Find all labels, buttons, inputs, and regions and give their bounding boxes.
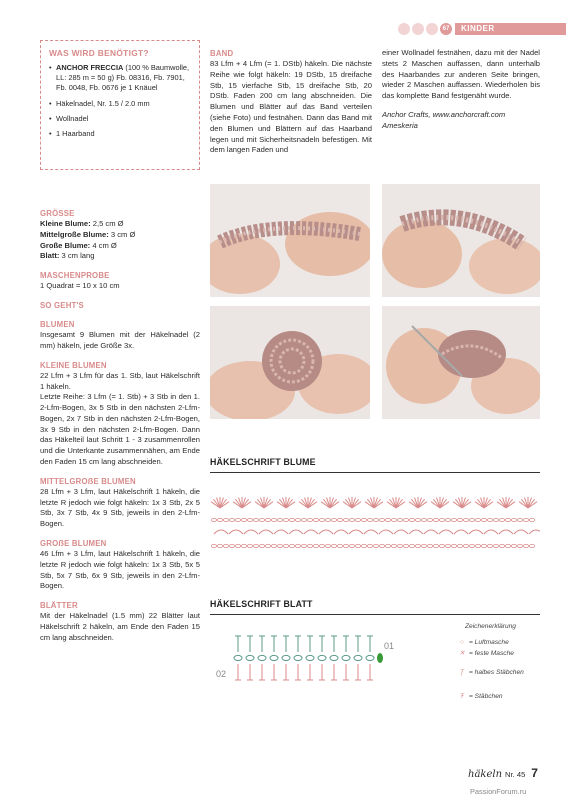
chain-stitch xyxy=(301,544,306,547)
materials-list xyxy=(49,63,191,139)
chain-stitch xyxy=(343,544,348,547)
arch-stitch xyxy=(349,530,363,534)
chain-stitch xyxy=(289,518,294,521)
chain-stitch xyxy=(265,544,270,547)
leaves-text: Mit der Häkelnadel (1.5 mm) 22 Blätter laut Häkelschrift 2 häkeln, am Ende den Faden 15 cm lang abschneiden. xyxy=(40,611,200,642)
chain-stitch xyxy=(487,518,492,521)
flowers-heading: BLUMEN xyxy=(40,320,75,330)
band-continued-text: einer Wollnadel festnähen, dazu mit der Nadel stets 2 Maschen auffassen, dann unterhalb des Haarbandes zur anderen Seite bringen, wieder 2 Maschen auffassen. Wiederholen bis das komplette Band festgenäht wurde. xyxy=(382,48,540,101)
large-flowers-text: 46 Lfm + 3 Lfm, laut Häkelschrift 1 häkeln, die letzte R jedoch wie folgt häkeln: 1x 3 Stb, 5x 5 Stb, 5x 7 Stb, 6x 9 Stb, jeweils in den 2-Lfm-Bogen. xyxy=(40,549,200,591)
chain-stitch xyxy=(217,544,222,547)
chain-stitch xyxy=(517,544,522,547)
size-row xyxy=(40,241,200,252)
chain-stitch xyxy=(409,518,414,521)
legend-item xyxy=(455,668,524,677)
arch-stitch xyxy=(229,530,243,534)
flower-chart-svg xyxy=(210,486,540,566)
legend-title: Zeichenerklärung xyxy=(465,623,516,630)
chain-stitch xyxy=(349,544,354,547)
chart-blume-title: HÄKELSCHRIFT BLUME xyxy=(210,456,540,473)
chain-stitch xyxy=(391,518,396,521)
chain-stitch xyxy=(259,518,264,521)
chain-stitch xyxy=(337,544,342,547)
medium-flowers-text: 28 Lfm + 3 Lfm, laut Häkelschrift 1 häkeln, die letzte R jedoch wie folgt häkeln: 1x 3 Stb, 2x 5 Stb, 3x 7 Stb, 4x 9 Stb, jeweils in den 2-Lfm-Bogen. xyxy=(40,486,200,529)
chain-stitch xyxy=(463,544,468,547)
arch-stitch xyxy=(274,530,288,534)
chain-stitch xyxy=(294,655,302,660)
leaf-chart-diagram xyxy=(212,628,412,688)
chain-stitch xyxy=(475,544,480,547)
chain-stitch xyxy=(463,518,468,521)
arch-stitch xyxy=(394,530,408,534)
chain-stitch xyxy=(439,544,444,547)
leaves-heading: BLÄTTER xyxy=(40,601,78,611)
medium-flowers-heading: MITTELGROẞE BLUMEN xyxy=(40,476,136,486)
chain-stitch xyxy=(234,655,242,660)
materials-item: • Wollnadel xyxy=(49,114,191,124)
chain-stitch xyxy=(469,544,474,547)
magazine-logo: häkeln xyxy=(468,769,503,780)
chain-stitch xyxy=(529,518,534,521)
chain-stitch xyxy=(313,518,318,521)
chain-stitch xyxy=(433,544,438,547)
chain-stitch xyxy=(331,518,336,521)
chain-stitch xyxy=(469,518,474,521)
chain-stitch xyxy=(385,544,390,547)
arch-stitch xyxy=(529,530,540,534)
size-label: Blatt: xyxy=(40,251,60,261)
chain-stitch xyxy=(282,655,290,660)
chain-stitch xyxy=(223,518,228,521)
chart-blume-section xyxy=(210,456,540,473)
chain-stitch xyxy=(523,544,528,547)
size-heading: GRÖSSE xyxy=(40,209,75,218)
size-row xyxy=(40,230,200,241)
chain-stitch xyxy=(367,518,372,521)
chain-stitch xyxy=(499,518,504,521)
chain-stitch xyxy=(342,655,350,660)
chain-stitch xyxy=(445,544,450,547)
watermark: PassionForum.ru xyxy=(470,787,527,796)
chain-stitch xyxy=(330,655,338,660)
chain-stitch xyxy=(366,655,374,660)
chain-stitch xyxy=(511,544,516,547)
materials-item: • Häkelnadel, Nr. 1.5 / 2.0 mm xyxy=(49,99,191,109)
chain-stitch xyxy=(211,518,216,521)
chain-stitch xyxy=(481,544,486,547)
section-label: KINDER xyxy=(455,23,566,35)
size-value: 2,5 cm Ø xyxy=(90,219,124,229)
chain-stitch xyxy=(403,544,408,547)
chain-stitch xyxy=(445,518,450,521)
chain-stitch xyxy=(421,518,426,521)
chain-stitch xyxy=(241,544,246,547)
arch-stitch xyxy=(304,530,318,534)
chain-stitch xyxy=(475,518,480,521)
chain-stitch xyxy=(373,544,378,547)
chain-stitch xyxy=(427,518,432,521)
chain-stitch xyxy=(258,655,266,660)
chain-stitch xyxy=(427,544,432,547)
chain-stitch xyxy=(355,544,360,547)
chain-stitch xyxy=(354,655,362,660)
arch-stitch xyxy=(379,530,393,534)
chain-stitch xyxy=(301,518,306,521)
size-value: 4 cm Ø xyxy=(90,240,117,250)
legend-item xyxy=(455,649,514,658)
small-flowers-heading: KLEINE BLUMEN xyxy=(40,360,107,370)
chain-stitch xyxy=(523,518,528,521)
small-flowers-text: 22 Lfm + 3 Lfm für das 1. Stb, laut Häkelschrift 1 häkeln. xyxy=(40,370,200,391)
materials-box xyxy=(40,40,200,170)
flowers-text: Insgesamt 9 Blumen mit der Häkelnadel (2 mm) häkeln, jede Größe 3x. xyxy=(40,330,200,350)
chart-blatt-title: HÄKELSCHRIFT BLATT xyxy=(210,598,540,615)
chain-stitch xyxy=(493,518,498,521)
chain-stitch xyxy=(247,544,252,547)
chain-stitch xyxy=(229,518,234,521)
chain-stitch xyxy=(505,518,510,521)
chain-stitch xyxy=(325,544,330,547)
chain-symbol-icon: ○ xyxy=(460,639,464,646)
double-crochet-symbol-icon: Ŧ xyxy=(459,693,465,700)
chain-stitch xyxy=(499,544,504,547)
credit-line: Anchor Crafts, www.anchorcraft.com xyxy=(382,109,506,119)
arch-stitch xyxy=(289,530,303,534)
page-dot-active: 67 xyxy=(440,23,452,35)
step-photo-3 xyxy=(210,306,370,419)
size-row xyxy=(40,251,200,262)
arch-stitch xyxy=(424,530,438,534)
chain-stitch xyxy=(265,518,270,521)
chain-stitch xyxy=(517,518,522,521)
page-number: 7 xyxy=(531,766,538,780)
chain-stitch xyxy=(307,544,312,547)
chain-stitch xyxy=(403,518,408,521)
chain-stitch xyxy=(277,518,282,521)
chain-stitch xyxy=(319,518,324,521)
chain-stitch xyxy=(349,518,354,521)
chain-stitch xyxy=(271,518,276,521)
legend-label: = Stäbchen xyxy=(469,693,503,700)
chain-stitch xyxy=(246,655,254,660)
issue-number: Nr. 45 xyxy=(505,770,526,779)
chain-stitch xyxy=(337,518,342,521)
materials-item: • 1 Haarband xyxy=(49,129,191,139)
credit-line: Ameskeria xyxy=(382,120,418,130)
start-marker xyxy=(377,653,383,663)
arch-stitch xyxy=(439,530,453,534)
size-row xyxy=(40,219,200,230)
arch-stitch xyxy=(244,530,258,534)
materials-item xyxy=(49,63,191,94)
chain-stitch xyxy=(391,544,396,547)
materials-title: WAS WIRD BENÖTIGT? xyxy=(49,48,149,58)
gauge-heading: MASCHENPROBE xyxy=(40,271,110,281)
arch-stitch xyxy=(454,530,468,534)
chain-stitch xyxy=(361,518,366,521)
chain-stitch xyxy=(451,544,456,547)
chain-stitch xyxy=(319,544,324,547)
chain-stitch xyxy=(361,544,366,547)
chain-stitch xyxy=(283,544,288,547)
chain-stitch xyxy=(295,518,300,521)
chain-stitch xyxy=(271,544,276,547)
chain-stitch xyxy=(306,655,314,660)
arch-stitch xyxy=(364,530,378,534)
arch-stitch xyxy=(409,530,423,534)
chain-stitch xyxy=(397,518,402,521)
page-dot xyxy=(426,23,438,35)
chain-stitch xyxy=(313,544,318,547)
large-flowers-heading: GROẞE BLUMEN xyxy=(40,539,107,548)
chain-stitch xyxy=(379,544,384,547)
chain-stitch xyxy=(415,544,420,547)
size-value: 3 cm Ø xyxy=(108,229,136,239)
legend-item xyxy=(455,692,503,701)
chain-stitch xyxy=(493,544,498,547)
chain-stitch xyxy=(457,518,462,521)
chain-stitch xyxy=(343,518,348,521)
band-heading: BAND xyxy=(210,49,234,58)
arch-stitch xyxy=(319,530,333,534)
page-dot xyxy=(398,23,410,35)
size-label: Kleine Blume: xyxy=(40,219,91,229)
step-photo-2 xyxy=(382,184,540,297)
page-indicator xyxy=(398,23,454,35)
row-label: 02 xyxy=(216,669,227,679)
chain-stitch xyxy=(253,544,258,547)
chain-stitch xyxy=(481,518,486,521)
legend-label: = feste Masche xyxy=(469,650,514,657)
legend-item xyxy=(455,638,509,647)
band-continued-column xyxy=(382,48,540,131)
arch-stitch xyxy=(259,530,273,534)
half-double-symbol-icon: Ţ xyxy=(459,669,465,676)
chart-blatt-section xyxy=(210,598,540,615)
chain-stitch xyxy=(367,544,372,547)
row-label: 01 xyxy=(384,641,395,651)
arch-stitch xyxy=(469,530,483,534)
leaf-chart-svg xyxy=(212,628,412,688)
chain-stitch xyxy=(397,544,402,547)
chain-stitch xyxy=(355,518,360,521)
chain-stitch xyxy=(235,518,240,521)
chain-stitch xyxy=(229,544,234,547)
chain-stitch xyxy=(379,518,384,521)
chain-stitch xyxy=(487,544,492,547)
chain-stitch xyxy=(325,518,330,521)
chain-stitch xyxy=(247,518,252,521)
chain-stitch xyxy=(505,544,510,547)
chain-stitch xyxy=(373,518,378,521)
chain-stitch xyxy=(439,518,444,521)
band-text: 83 Lfm + 4 Lfm (= 1. DStb) häkeln. Die nächste Reihe wie folgt häkeln: 19 DStb, 15 dreifache Stb, 15 vierfache Stb, 15 dreifache Stb, 20 DStb. Faden 200 cm lang abschneiden. Die Blumen und Blätter auf das Band verteilen (siehe Foto) und festnähen. Dann das Band mit den Blumen und Blättern auf das Haarband legen und mit Sicherheitsnadeln befestigen. Mit dem langen Faden und xyxy=(210,59,372,155)
chain-stitch xyxy=(259,544,264,547)
arch-stitch xyxy=(334,530,348,534)
howto-heading: SO GEHT'S xyxy=(40,301,84,311)
chain-stitch xyxy=(433,518,438,521)
arch-stitch xyxy=(484,530,498,534)
arch-stitch xyxy=(514,530,528,534)
instructions-column xyxy=(40,208,200,644)
page-dot xyxy=(412,23,424,35)
small-flowers-text-2: Letzte Reihe: 3 Lfm (= 1. Stb) + 3 Stb in den 1. 2-Lfm-Bogen, 3x 5 Stb in den nächsten 2-Lfm-Bogen, 2x 7 Stb in den nächsten 2-Lfm-Bogen, 3x 9 Stb in den nächsten 2-Lfm-Bogen. Dann das Häkelteil laut Schritt 1 - 3 zusammenrollen und die Unterkante zusammennähen, am Ende den Faden 15 cm lang abschneiden. xyxy=(40,392,200,467)
chain-stitch xyxy=(211,544,216,547)
chain-stitch xyxy=(451,518,456,521)
yarn-brand: ANCHOR FRECCIA xyxy=(56,62,124,72)
legend-label: = Luftmasche xyxy=(469,639,509,646)
chain-stitch xyxy=(421,544,426,547)
chain-stitch xyxy=(409,544,414,547)
chain-stitch xyxy=(307,518,312,521)
chain-stitch xyxy=(415,518,420,521)
chain-stitch xyxy=(235,544,240,547)
size-value: 3 cm lang xyxy=(59,251,95,261)
chain-stitch xyxy=(385,518,390,521)
legend xyxy=(455,622,555,712)
chain-stitch xyxy=(511,518,516,521)
chain-stitch xyxy=(331,544,336,547)
chain-stitch xyxy=(241,518,246,521)
chain-stitch xyxy=(283,518,288,521)
chain-stitch xyxy=(253,518,258,521)
step-photo-1 xyxy=(210,184,370,297)
chain-stitch xyxy=(277,544,282,547)
gauge-text: 1 Quadrat = 10 x 10 cm xyxy=(40,281,120,291)
chain-stitch xyxy=(457,544,462,547)
page-footer xyxy=(468,765,538,782)
flower-chart-diagram xyxy=(210,486,540,566)
step-photo-4 xyxy=(382,306,540,419)
legend-label: = halbes Stäbchen xyxy=(469,669,524,676)
chain-stitch xyxy=(270,655,278,660)
size-label: Große Blume: xyxy=(40,240,91,250)
yarn-details: (100 % Baumwolle, LL: 285 m = 50 g) Fb. 08316, Fb. 7901, Fb. 0048, Fb. 0676 je 1 Knäuel xyxy=(56,62,190,93)
band-column xyxy=(210,48,372,156)
arch-stitch xyxy=(499,530,513,534)
size-label: Mittelgroße Blume: xyxy=(40,229,109,239)
single-crochet-symbol-icon: ✕ xyxy=(459,650,465,657)
chain-stitch xyxy=(289,544,294,547)
chain-stitch xyxy=(318,655,326,660)
chain-stitch xyxy=(529,544,534,547)
chain-stitch xyxy=(223,544,228,547)
arch-stitch xyxy=(214,530,228,534)
chain-stitch xyxy=(217,518,222,521)
chain-stitch xyxy=(295,544,300,547)
